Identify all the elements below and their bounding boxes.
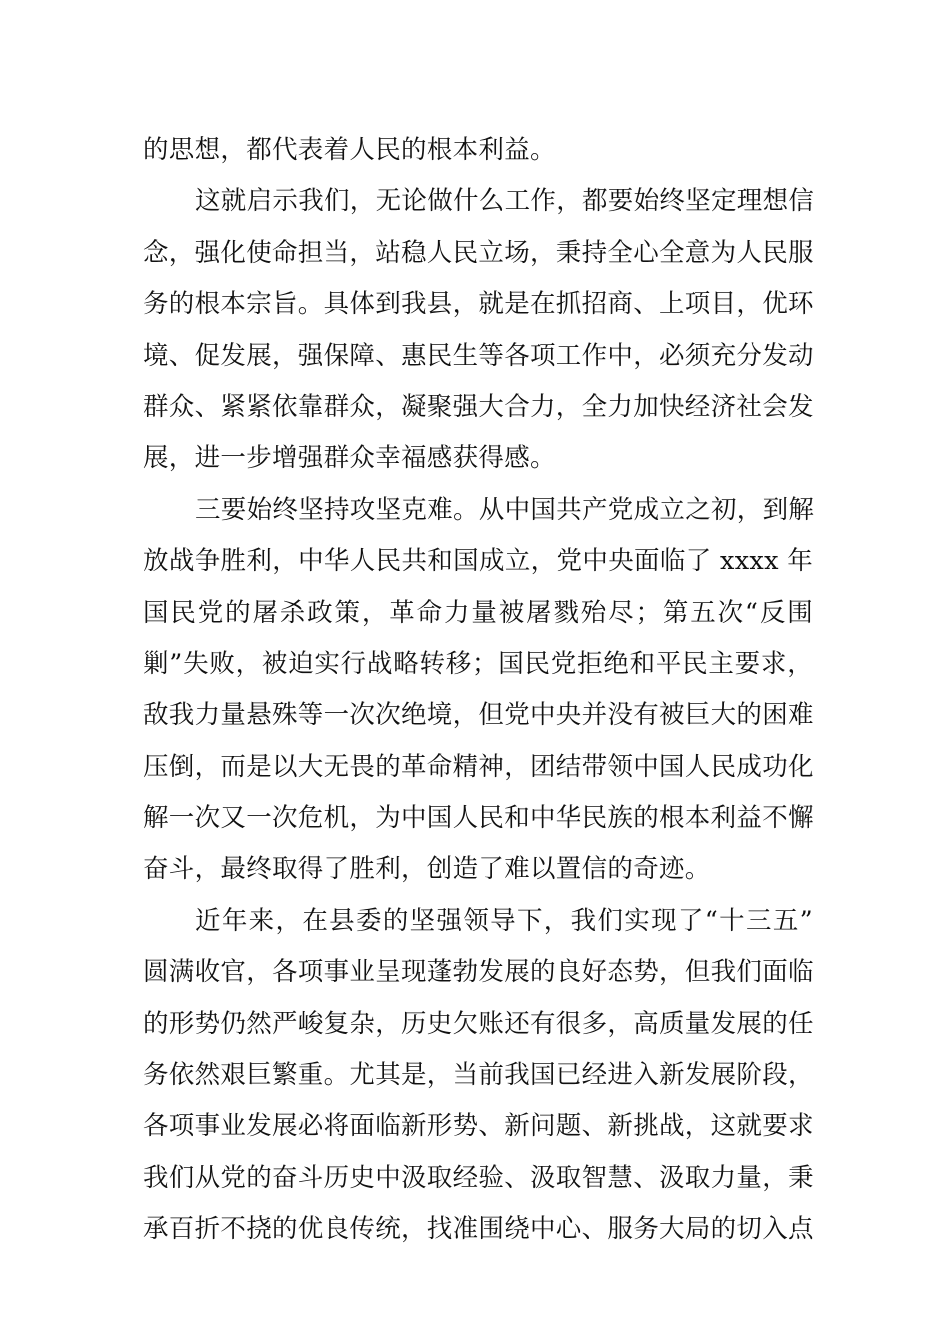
paragraph-start-line: 三要始终坚持攻坚克难。从中国共产党成立之初，到解 bbox=[195, 494, 815, 525]
text-line: 承百折不挠的优良传统，找准围绕中心、服务大局的切入点 bbox=[143, 1214, 814, 1245]
text-line: 群众、紧紧依靠群众，凝聚强大合力，全力加快经济社会发 bbox=[143, 391, 814, 422]
text-line: 圆满收官，各项事业呈现蓬勃发展的良好态势，但我们面临 bbox=[143, 957, 814, 988]
paragraph-start-line: 近年来，在县委的坚强领导下，我们实现了“十三五” bbox=[195, 905, 813, 936]
text-line: 我们从党的奋斗历史中汲取经验、汲取智慧、汲取力量，秉 bbox=[143, 1162, 814, 1193]
text-line: 各项事业发展必将面临新形势、新问题、新挑战，这就要求 bbox=[143, 1111, 814, 1142]
text-line: 解一次又一次危机，为中国人民和中华民族的根本利益不懈 bbox=[143, 803, 814, 834]
paragraph-start-line: 这就启示我们，无论做什么工作，都要始终坚定理想信 bbox=[195, 186, 815, 217]
text-line: 的思想，都代表着人民的根本利益。 bbox=[143, 135, 556, 165]
text-line: 境、促发展，强保障、惠民生等各项工作中，必须充分发动 bbox=[143, 340, 814, 371]
text-line: 剿”失败，被迫实行战略转移；国民党拒绝和平民主要求， bbox=[143, 648, 813, 679]
text-line: 念，强化使命担当，站稳人民立场，秉持全心全意为人民服 bbox=[143, 237, 814, 268]
text-line: 奋斗，最终取得了胜利，创造了难以置信的奇迹。 bbox=[143, 854, 711, 885]
text-line: 的形势仍然严峻复杂，历史欠账还有很多，高质量发展的任 bbox=[143, 1008, 814, 1039]
text-line: 敌我力量悬殊等一次次绝境，但党中央并没有被巨大的困难 bbox=[143, 700, 814, 731]
text-line: 压倒，而是以大无畏的革命精神，团结带领中国人民成功化 bbox=[143, 751, 814, 782]
text-line: 务依然艰巨繁重。尤其是，当前我国已经进入新发展阶段， bbox=[143, 1060, 814, 1091]
text-line: 务的根本宗旨。具体到我县，就是在抓招商、上项目，优环 bbox=[143, 289, 814, 320]
text-line: 放战争胜利，中华人民共和国成立，党中央面临了 xxxx 年 bbox=[143, 546, 813, 577]
text-line: 国民党的屠杀政策，革命力量被屠戮殆尽；第五次“反围 bbox=[143, 597, 813, 628]
body-text bbox=[143, 125, 813, 1256]
text-line: 展，进一步增强群众幸福感获得感。 bbox=[143, 443, 556, 474]
